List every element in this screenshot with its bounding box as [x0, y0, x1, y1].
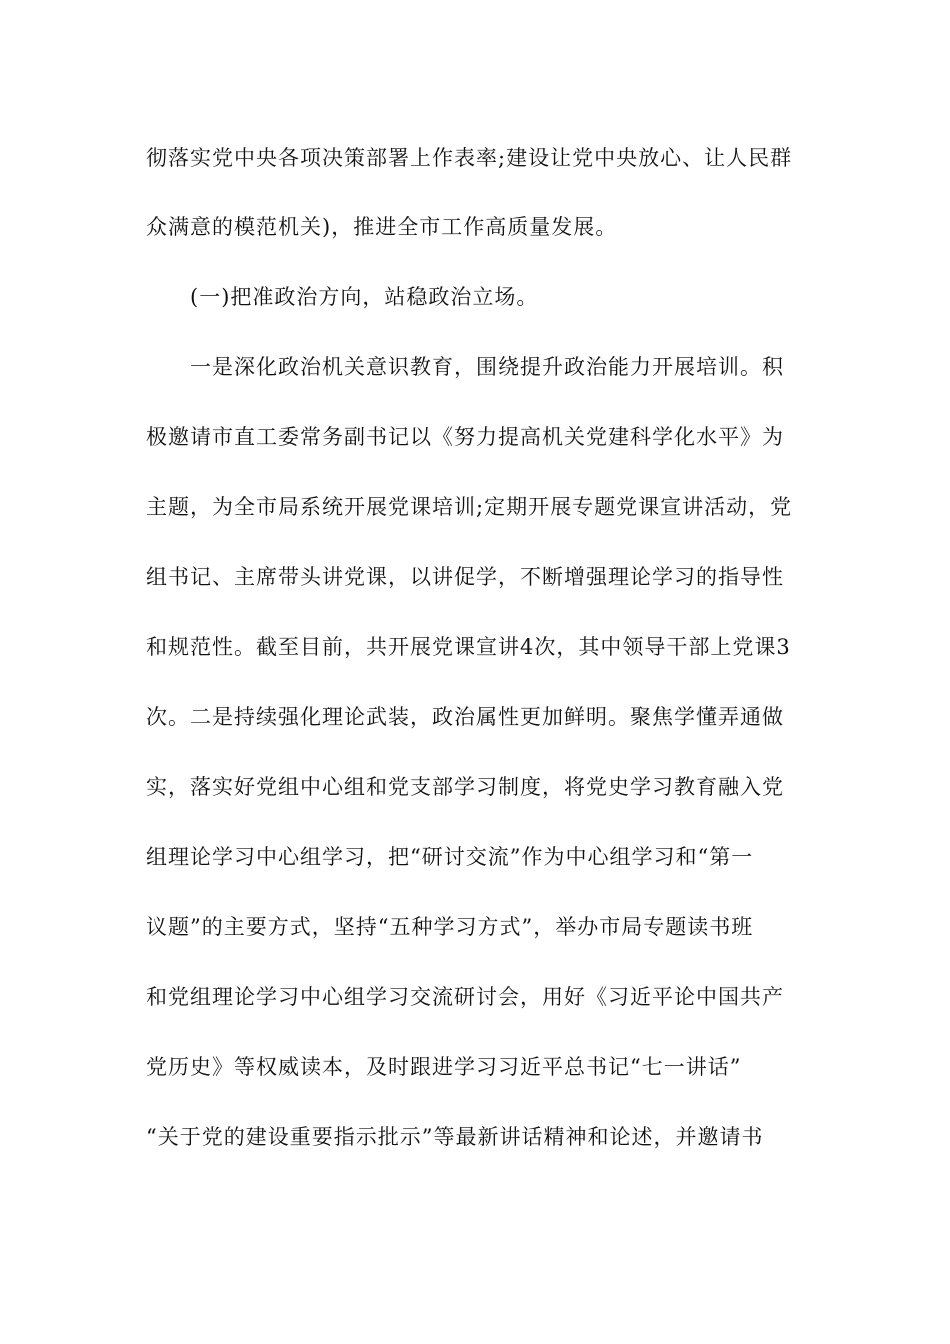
body-text-line: “关于党的建设重要指示批示”等最新讲话精神和论述，并邀请书 — [146, 1125, 764, 1149]
body-text-line: 一是深化政治机关意识教育，围绕提升政治能力开展培训。积 — [190, 355, 784, 379]
body-text-line: 议题”的主要方式，坚持“五种学习方式”，举办市局专题读书班 — [146, 915, 754, 939]
body-text-line: 组理论学习中心组学习，把“研讨交流”作为中心组学习和“第一 — [146, 845, 754, 869]
body-text-line: 组书记、主席带头讲党课，以讲促学，不断增强理论学习的指导性 — [146, 565, 784, 589]
body-text-line: 和党组理论学习中心组学习交流研讨会，用好《习近平论中国共产 — [146, 985, 784, 1009]
body-text-line: 彻落实党中央各项决策部署上作表率;建设让党中央放心、让人民群 — [146, 146, 793, 170]
body-text-line: 主题，为全市局系统开展党课培训;定期开展专题党课宣讲活动，党 — [146, 495, 793, 519]
body-text-line: 次。二是持续强化理论武装，政治属性更加鲜明。聚焦学懂弄通做 — [146, 705, 784, 729]
body-text-line: 党历史》等权威读本，及时跟进学习习近平总书记“七一讲话” — [146, 1055, 742, 1079]
body-text-line: 和规范性。截至目前，共开展党课宣讲4次，其中领导干部上党课3 — [146, 635, 791, 659]
body-text-line: 实，落实好党组中心组和党支部学习制度，将党史学习教育融入党 — [146, 775, 784, 799]
body-text-line: 极邀请市直工委常务副书记以《努力提高机关党建科学化水平》为 — [146, 425, 784, 449]
body-text-line: 众满意的模范机关)，推进全市工作高质量发展。 — [146, 215, 618, 239]
section-heading: (一)把准政治方向，站稳政治立场。 — [190, 285, 539, 309]
